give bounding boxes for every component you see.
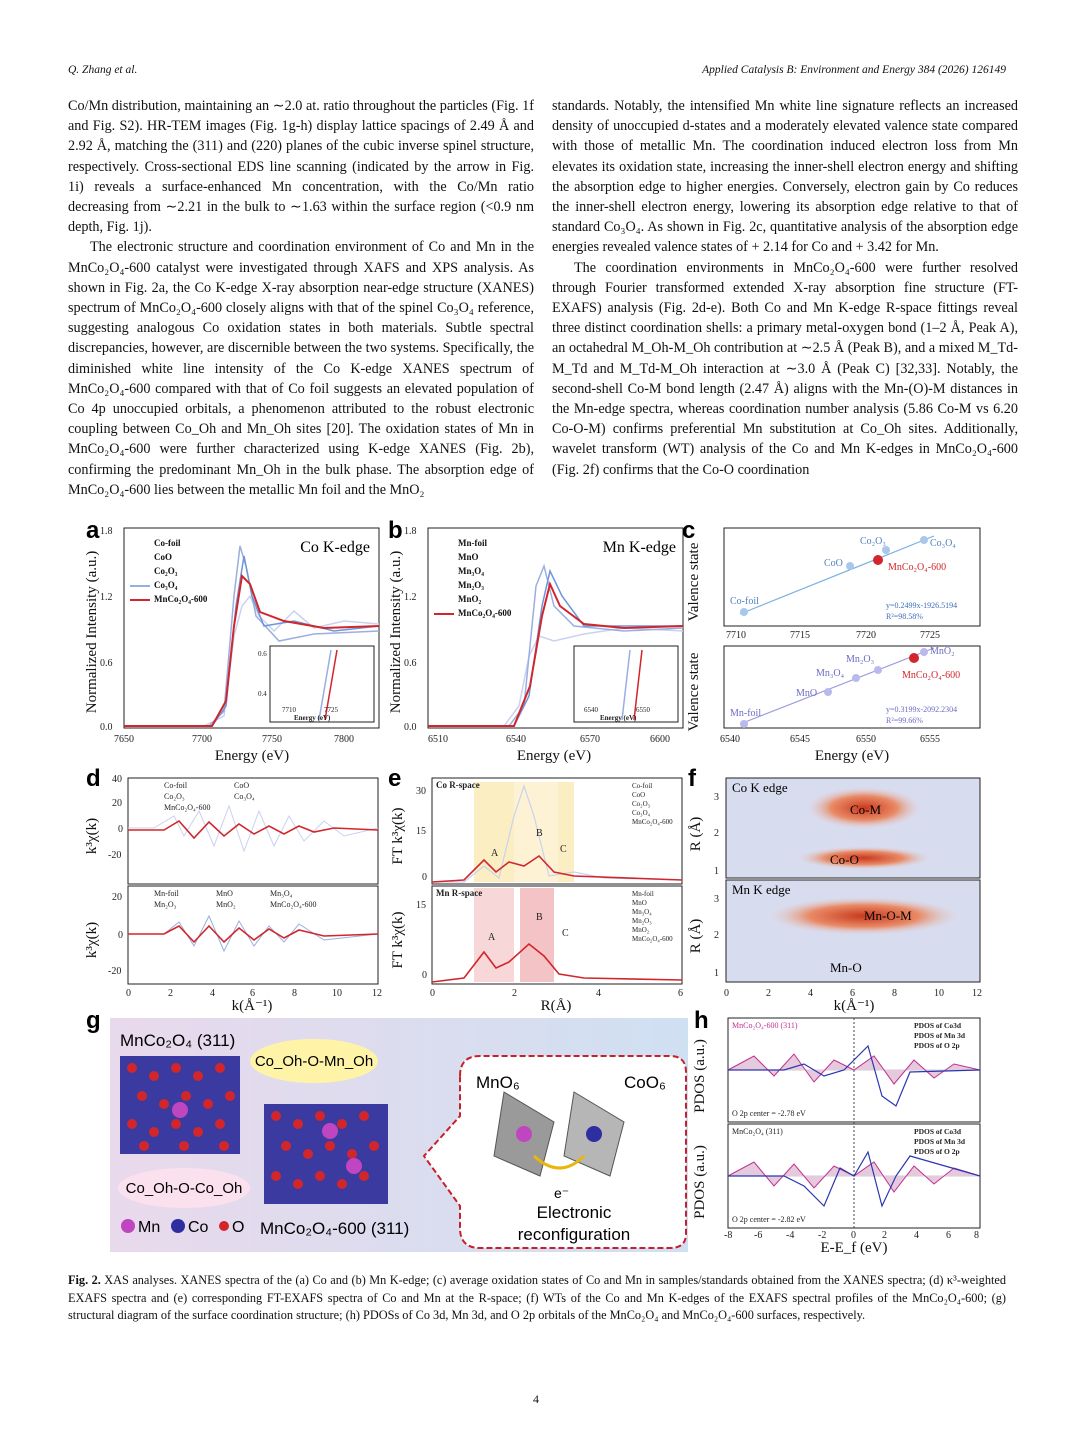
- c-top-pt2: Co₂O₃: [860, 536, 886, 547]
- e-top-title: Co R-space: [436, 780, 480, 790]
- left-paragraph-1: Co/Mn distribution, maintaining an ∼2.0 at. ratio throughout the particles (Fig. 1f and Fig. S2). HR-TEM images (Fig. 1g-h) display lattice spacings of 2.49 Å and 2.92 Å, matching the (311) and (220) planes of the cubic inverse spinel structure, respectively. Cross-sectional EDS line scanning (indicated by the arrow in Fig. 1i) reveals a surface-enhanced Mn concentration, with the Co/Mn ratio decreasing from ∼2.21 in the bulk to ∼1.63 within the surface region (<0.9 nm depth, Fig. 1j).: [68, 98, 534, 236]
- c-bot-x3: 6555: [920, 734, 940, 745]
- e-bl5: MnCo₂O₄-600: [632, 935, 673, 943]
- panel-c: [682, 517, 980, 764]
- right-column: [552, 96, 1018, 480]
- h-top-leg1: PDOS of Mn 3d: [914, 1031, 966, 1040]
- left-column: [68, 96, 534, 500]
- f-x1: 2: [766, 988, 771, 999]
- e-bot-peak-c: C: [562, 928, 569, 939]
- b-ytick-6: 1.8: [404, 526, 417, 537]
- g-co-center: [586, 1126, 602, 1142]
- panel-h-letter: h: [694, 1007, 709, 1034]
- g-legend-o: O: [232, 1219, 245, 1236]
- e-ty1: 15: [416, 826, 426, 837]
- b-inset-x0: 6540: [584, 706, 598, 714]
- a-inset-y0: 0.6: [258, 650, 267, 658]
- e-x3: 6: [678, 988, 683, 999]
- g-title2: MnCo₂O₄-600 (311): [260, 1219, 410, 1238]
- panel-d: [84, 765, 382, 1014]
- b-legend-4: MnO₂: [458, 594, 482, 604]
- panel-c-letter: c: [682, 517, 696, 544]
- d-tl2: Co₂O₃: [164, 792, 185, 801]
- a-inset-y1: 0.4: [258, 690, 267, 698]
- g-reconfig2: reconfiguration: [517, 1225, 631, 1244]
- h-x4: 0: [851, 1230, 856, 1241]
- a-ytick-2: 0.6: [100, 658, 113, 669]
- f-x3: 6: [850, 988, 855, 999]
- b-xtick-3: 6600: [650, 734, 670, 745]
- f-by0: 3: [714, 894, 719, 905]
- d-bl2: Mn₃O₄: [270, 889, 293, 898]
- d-ty0: 40: [112, 774, 122, 785]
- e-top-ylabel: FT k³χ(k): [390, 807, 406, 865]
- e-x0: 0: [430, 988, 435, 999]
- d-top-curve: [128, 821, 378, 838]
- c-bot-fit: y=0.3199x-2092.2304: [886, 705, 958, 714]
- c-top-r2: R²=98.58%: [886, 612, 923, 621]
- b-legend-1: MnO: [458, 552, 479, 562]
- d-bl5: MnCo₂O₄-600: [270, 900, 317, 909]
- e-bot-title: Mn R-space: [436, 888, 483, 898]
- a-ylabel: Normalized Intensity (a.u.): [84, 550, 100, 714]
- d-x3: 6: [250, 988, 255, 999]
- h-x7: 6: [946, 1230, 951, 1241]
- b-legend-3: Mn₂O₃: [458, 580, 484, 590]
- f-x5: 10: [934, 988, 944, 999]
- h-x8: 8: [974, 1230, 979, 1241]
- e-bl2: Mn₃O₄: [632, 908, 652, 916]
- h-top-title: MnCo₂O₄-600 (311): [732, 1021, 798, 1030]
- d-x5: 10: [332, 988, 342, 999]
- right-paragraph-2: The coordination environments in MnCo₂O₄-600 were further resolved through Fourier transformed extended X-ray absorption fine structure (FT-EXAFS) analysis (Fig. 2d-e). Both Co and Mn K-edge R-space fittings reveal three distinct coordination shells: a primary metal-oxygen bond (1–2 Å, Peak A), an octahedral M_Oh-M_Oh contribution at ∼2.5 Å (Peak B), and a mixed M_Td-M_Td and M_Td-M_Oh interaction at ∼3.0 Å (Peak C) [32,33]. Notably, the second-shell Co-M bond length (2.47 Å) aligns with the Mn-(O)-M distances in the Mn-edge spectra, whereas coordination number analysis (5.86 Co-M vs 6.20 Co-O-M) confirms preferential Mn substitution at Co_Oh sites. Additionally, wavelet transform (WT) analysis of the Co and Mn K-edges in MnCo₂O₄-600 (Fig. 2f) confirms that the Co-O coordination: [552, 259, 1018, 478]
- c-top-ylabel: Valence state: [686, 542, 702, 622]
- g-lattice1-mn: [172, 1102, 188, 1118]
- b-legend-5: MnCo₂O₄-600: [458, 608, 512, 618]
- d-x1: 2: [168, 988, 173, 999]
- a-legend-0: Co-foil: [154, 538, 181, 548]
- panel-b: [388, 517, 683, 764]
- f-bot-lbl1: Mn-O: [830, 960, 862, 975]
- e-xlabel: R(Å): [540, 998, 572, 1014]
- c-top-x1: 7715: [790, 630, 810, 641]
- g-mn-center: [516, 1126, 532, 1142]
- a-legend-1: CoO: [154, 552, 172, 562]
- e-tl2: Co₂O₃: [632, 800, 651, 808]
- a-xtick-3: 7800: [334, 734, 354, 745]
- d-tl0: Co-foil: [164, 781, 188, 790]
- h-xlabel: E-E_f (eV): [820, 1240, 888, 1256]
- panel-b-title: Mn K-edge: [602, 539, 676, 556]
- g-legend-co: Co: [188, 1219, 209, 1236]
- b-legend-0: Mn-foil: [458, 538, 487, 548]
- panel-h: [692, 1007, 980, 1256]
- d-by2: -20: [108, 966, 122, 977]
- d-bot-ylabel: k³χ(k): [84, 921, 100, 959]
- b-xtick-0: 6510: [428, 734, 448, 745]
- d-x4: 8: [292, 988, 297, 999]
- b-xtick-2: 6570: [580, 734, 600, 745]
- e-bl0: Mn-foil: [632, 890, 654, 898]
- panel-e-letter: e: [388, 765, 402, 792]
- c-bot-pt3: Mn₂O₃: [846, 654, 875, 665]
- h-x1: -6: [754, 1230, 763, 1241]
- page-number: 4: [533, 1392, 539, 1406]
- c-top-x0: 7710: [726, 630, 746, 641]
- b-inset-xlabel: Energy (eV): [600, 714, 637, 722]
- b-ytick-2: 0.6: [404, 658, 417, 669]
- h-x2: -4: [786, 1230, 795, 1241]
- c-top-pt1: CoO: [824, 558, 843, 569]
- d-ty1: 20: [112, 798, 122, 809]
- d-tl3: Co₃O₄: [234, 792, 255, 801]
- g-bubble2-text: Co_Oh-O-Co_Oh: [125, 1180, 243, 1197]
- g-legend-mn-dot: [121, 1219, 135, 1233]
- f-by1: 2: [714, 930, 719, 941]
- h-x5: 2: [882, 1230, 887, 1241]
- c-bot-x0: 6540: [720, 734, 740, 745]
- panel-a-title: Co K-edge: [300, 539, 370, 556]
- f-top-title: Co K edge: [732, 780, 788, 795]
- c-bot-pt5: MnCo₂O₄-600: [902, 670, 961, 681]
- d-xlabel: k(Å⁻¹): [231, 998, 273, 1014]
- panel-a-letter: a: [86, 517, 100, 544]
- panel-f: [688, 765, 982, 1014]
- c-top-pt3: Co₃O₄: [930, 538, 956, 549]
- c-top-fit: y=0.2499x-1926.5194: [886, 601, 958, 610]
- panel-g-letter: g: [86, 1007, 101, 1034]
- d-ty3: -20: [108, 850, 122, 861]
- e-top-peak-c: C: [560, 844, 567, 855]
- e-bot-peak-b: B: [536, 912, 543, 923]
- f-x0: 0: [724, 988, 729, 999]
- e-by1: 0: [422, 970, 427, 981]
- c-top-pt0: Co-foil: [730, 596, 759, 607]
- figure-2: [84, 516, 990, 1256]
- c-bot-pt0: Mn-foil: [730, 708, 762, 719]
- d-x2: 4: [210, 988, 215, 999]
- e-tl0: Co-foil: [632, 782, 653, 790]
- e-x1: 2: [512, 988, 517, 999]
- b-ytick-4: 1.2: [404, 592, 417, 603]
- a-legend-2: Co₂O₃: [154, 566, 178, 576]
- d-x0: 0: [126, 988, 131, 999]
- g-title1: MnCo₂O₄ (311): [120, 1031, 236, 1050]
- h-bot-leg2: PDOS of O 2p: [914, 1147, 960, 1156]
- e-ty2: 0: [422, 872, 427, 883]
- h-bot-ylabel: PDOS (a.u.): [692, 1145, 708, 1219]
- c-top-pt4: MnCo₂O₄-600: [888, 562, 947, 573]
- f-bot-ylabel: R (Å): [688, 918, 704, 954]
- a-ytick-4: 1.2: [100, 592, 113, 603]
- e-top-peak-b: B: [536, 828, 543, 839]
- h-bot-center: O 2p center = -2.82 eV: [732, 1215, 806, 1224]
- e-tl1: CoO: [632, 791, 646, 799]
- e-tl3: Co₃O₄: [632, 809, 651, 817]
- f-top-hot2: [794, 846, 934, 870]
- b-inset-x1: 6550: [636, 706, 650, 714]
- f-top-lbl0: Co-M: [850, 802, 882, 817]
- h-top-ylabel: PDOS (a.u.): [692, 1039, 708, 1113]
- e-bl1: MnO: [632, 899, 647, 907]
- e-bot-curve: [432, 944, 682, 982]
- header-authors: Q. Zhang et al.: [68, 64, 138, 76]
- e-ty0: 30: [416, 786, 426, 797]
- h-x0: -8: [724, 1230, 733, 1241]
- h-x6: 4: [914, 1230, 919, 1241]
- g-mno6: MnO₆: [476, 1073, 520, 1092]
- c-bot-pt4: MnO₂: [930, 646, 955, 657]
- d-ty2: 0: [118, 824, 123, 835]
- e-top-peak-a: A: [491, 848, 499, 859]
- b-legend: [434, 538, 512, 618]
- panel-e: [388, 765, 683, 1014]
- e-bl4: MnO₂: [632, 926, 650, 934]
- f-ty0: 3: [714, 792, 719, 803]
- b-ylabel: Normalized Intensity (a.u.): [388, 550, 404, 714]
- d-bl0: Mn-foil: [154, 889, 179, 898]
- d-by0: 20: [112, 892, 122, 903]
- c-bot-ylabel: Valence state: [686, 652, 702, 732]
- a-ytick-6: 1.8: [100, 526, 113, 537]
- g-electron: e⁻: [554, 1185, 570, 1201]
- header-journal: Applied Catalysis B: Environment and Energy 384 (2026) 126149: [702, 64, 1006, 76]
- e-by0: 15: [416, 900, 426, 911]
- d-top-ylabel: k³χ(k): [84, 817, 100, 855]
- g-lattice2: [264, 1104, 388, 1204]
- a-inset-x0: 7710: [282, 706, 296, 714]
- d-tl4: MnCo₂O₄-600: [164, 803, 211, 812]
- f-x2: 4: [808, 988, 813, 999]
- figure-caption: [68, 1272, 1006, 1325]
- h-bot-leg1: PDOS of Mn 3d: [914, 1137, 966, 1146]
- figure-2-svg: [84, 516, 990, 1256]
- panel-g: [86, 1007, 688, 1252]
- b-xtick-1: 6540: [506, 734, 526, 745]
- f-top-lbl1: Co-O: [830, 852, 859, 867]
- a-xtick-0: 7650: [114, 734, 134, 745]
- d-x6: 12: [372, 988, 382, 999]
- c-xlabel: Energy (eV): [814, 748, 890, 764]
- h-x3: -2: [818, 1230, 827, 1241]
- g-legend-co-dot: [171, 1219, 185, 1233]
- f-by2: 1: [714, 968, 719, 979]
- f-top-ylabel: R (Å): [688, 816, 704, 852]
- c-top-x2: 7720: [856, 630, 876, 641]
- b-xlabel: Energy (eV): [516, 748, 592, 764]
- c-bot-pt1: MnO: [796, 688, 818, 699]
- a-xlabel: Energy (eV): [214, 748, 290, 764]
- a-xtick-2: 7750: [262, 734, 282, 745]
- h-bot-leg0: PDOS of Co3d: [914, 1127, 962, 1136]
- d-bl1: MnO: [216, 889, 233, 898]
- h-top-leg0: PDOS of Co3d: [914, 1021, 962, 1030]
- h-bot-title: MnCo₂O₄ (311): [732, 1127, 783, 1136]
- g-legend-o-dot: [219, 1221, 229, 1231]
- a-legend: [130, 538, 208, 604]
- a-ytick-0: 0.0: [100, 722, 113, 733]
- g-reconfig1: Electronic: [536, 1203, 612, 1222]
- caption-label: Fig. 2.: [68, 1273, 101, 1287]
- g-bubble1-text: Co_Oh-O-Mn_Oh: [254, 1053, 374, 1070]
- a-legend-3: Co₃O₄: [154, 580, 178, 590]
- g-legend-mn: Mn: [138, 1219, 161, 1236]
- e-band-c: [558, 782, 574, 882]
- b-ytick-0: 0.0: [404, 722, 417, 733]
- d-tl1: CoO: [234, 781, 250, 790]
- panel-a: [84, 517, 379, 764]
- d-by1: 0: [118, 930, 123, 941]
- c-bot-pt2: Mn₃O₄: [816, 668, 845, 679]
- f-bot-lbl0: Mn-O-M: [864, 908, 912, 923]
- h-top-leg2: PDOS of O 2p: [914, 1041, 960, 1050]
- a-xtick-1: 7700: [192, 734, 212, 745]
- a-legend-4: MnCo₂O₄-600: [154, 594, 208, 604]
- c-bot-r2: R²=99.66%: [886, 716, 923, 725]
- c-bot-x1: 6545: [790, 734, 810, 745]
- f-bot-title: Mn K edge: [732, 882, 791, 897]
- e-bot-ylabel: FT k³χ(k): [390, 911, 406, 969]
- f-x6: 12: [972, 988, 982, 999]
- e-bot-band-b: [520, 888, 554, 982]
- b-curve-mnco2o4: [428, 584, 683, 726]
- c-bot-x2: 6550: [856, 734, 876, 745]
- d-bl3: Mn₂O₃: [154, 900, 177, 909]
- d-bot-curve: [128, 926, 378, 942]
- e-bl3: Mn₂O₃: [632, 917, 652, 925]
- a-curve-cofoil: [124, 596, 379, 726]
- f-ty1: 2: [714, 828, 719, 839]
- c-top-x3: 7725: [920, 630, 940, 641]
- e-bot-peak-a: A: [488, 932, 496, 943]
- right-paragraph-1: standards. Notably, the intensified Mn white line signature reflects an increased density of unoccupied d-states and a moderately elevated valence state compared with those of metallic Mn. The coordination induced electron loss from Mn elevates its oxidation state, increasing the inner-shell electron energy and shifting the absorption edge to higher energies. Conversely, electron gain by Co reduces the inner-shell electron energy, lowering its absorption edge relative to that of standard Co₃O₄. As shown in Fig. 2c, quantitative analysis of the absorption edge energies revealed valence states of + 2.14 for Co and + 3.42 for Mn.: [552, 98, 1018, 256]
- f-ty2: 1: [714, 866, 719, 877]
- f-x4: 8: [892, 988, 897, 999]
- e-band-a: [474, 782, 514, 882]
- left-paragraph-2: The electronic structure and coordination environment of Co and Mn in the MnCo₂O₄-600 catalyst were investigated through XAFS and XPS analysis. As shown in Fig. 2a, the Co K-edge X-ray absorption near-edge structure (XANES) spectrum of MnCo₂O₄-600 closely aligns with that of the spinel Co₃O₄ reference, suggesting analogous Co oxidation states in both materials. Subtle spectral discrepancies, however, are discernible between the two systems. Specifically, the diminished white line intensity of the Co K-edge XANES spectrum of MnCo₂O₄-600 compared with that of Co foil suggests an elevated population of Co 4p unoccupied orbitals, a phenomenon attributed to the robust electronic coupling between Co_Oh and Mn_Oh sites [20]. The oxidation states of Mn in MnCo₂O₄-600 were further characterized using K-edge XANES (Fig. 2b), confirming the predominant Mn_Oh in the bulk phase. The absorption edge of MnCo₂O₄-600 lies between the metallic Mn foil and the MnO₂: [68, 239, 534, 498]
- a-inset-xlabel: Energy (eV): [294, 714, 331, 722]
- panel-f-letter: f: [688, 765, 696, 792]
- panel-b-letter: b: [388, 517, 403, 544]
- d-bl4: MnO₂: [216, 900, 236, 909]
- h-top-center: O 2p center = -2.78 eV: [732, 1109, 806, 1118]
- caption-text: XAS analyses. XANES spectra of the (a) Co and (b) Mn K-edge; (c) average oxidation states of Co and Mn in samples/standards obtained from the XANES spectra; (d) κ³-weighted EXAFS spectra and (e) corresponding FT-EXAFS spectra of Co and Mn at the R-space; (f) WTs of the Co and Mn K-edges of the EXAFS spectral profiles of the MnCo₂O₄-600; (g) structural diagram of the surface coordination structure; (h) PDOSs of Co 3d, Mn 3d, and O 2p orbitals of the MnCo₂O₄ and MnCo₂O₄-600 surfaces, respectively.: [68, 1273, 1006, 1323]
- e-x2: 4: [596, 988, 601, 999]
- b-legend-2: Mn₃O₄: [458, 566, 484, 576]
- e-tl4: MnCo₂O₄-600: [632, 818, 673, 826]
- a-inset-x1: 7725: [324, 706, 338, 714]
- g-coo6: CoO₆: [624, 1073, 666, 1092]
- panel-d-letter: d: [86, 765, 101, 792]
- f-xlabel: k(Å⁻¹): [833, 998, 875, 1014]
